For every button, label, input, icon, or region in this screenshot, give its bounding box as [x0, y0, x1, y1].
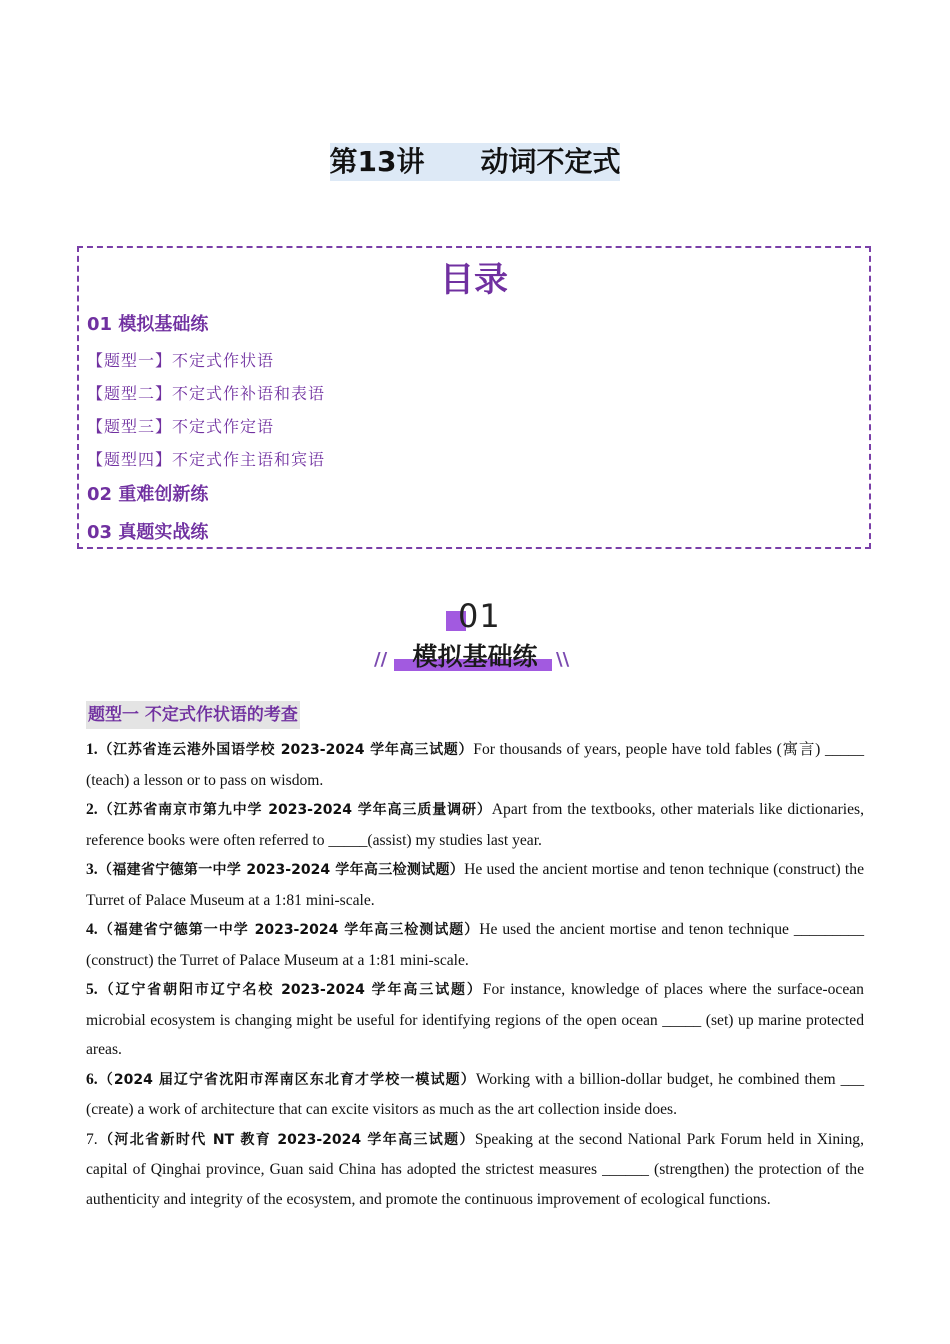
question-source: （福建省宁德第一中学 2023-2024 学年高三检测试题）	[97, 922, 480, 938]
question-number: 5.	[86, 981, 98, 998]
question-number: 1.	[86, 741, 98, 758]
question-item	[86, 1065, 864, 1125]
question-text: For instance, knowledge of places where the surface-ocean microbial ecosystem is changing might be useful for identifying regions of the open ocean _____ (set) up marine protected areas.	[86, 981, 864, 1058]
question-number: 2.	[86, 801, 98, 818]
banner-slash-right-icon: \\	[556, 649, 570, 670]
question-number: 3.	[86, 861, 98, 878]
banner-slash-left-icon: //	[374, 649, 388, 670]
banner-label: 模拟基础练	[412, 642, 538, 671]
question-item	[86, 975, 864, 1065]
question-item	[86, 795, 864, 855]
question-list	[86, 735, 864, 1214]
question-item	[86, 915, 864, 975]
toc-item-type-1[interactable]: 【题型一】不定式作状语	[87, 351, 275, 370]
question-text: He used the ancient mortise and tenon technique _________ (construct) the Turret of Palace Museum at a 1:81 mini-scale.	[86, 921, 864, 969]
toc-item-type-3[interactable]: 【题型三】不定式作定语	[87, 417, 275, 436]
question-item	[86, 1125, 864, 1215]
question-text: Working with a billion-dollar budget, he combined them ___ (create) a work of architecture that can excite visitors as much as the art collection inside does.	[86, 1070, 865, 1118]
banner-number: 01	[458, 597, 501, 635]
question-text: Speaking at the second National Park Forum held in Xining, capital of Qinghai province, Guan said China has adopted the strictest measures ______ (strengthen) the protection of the authenticity and integrity of the ecosystem, and promote the continuous improvement of ecological functions.	[86, 1130, 864, 1208]
question-source: （福建省宁德第一中学 2023-2024 学年高三检测试题）	[97, 862, 465, 878]
section-banner	[370, 597, 580, 677]
question-number: 4.	[86, 921, 98, 938]
question-source: （辽宁省朝阳市辽宁名校 2023-2024 学年高三试题）	[97, 982, 483, 998]
toc-section-1[interactable]: 01 模拟基础练	[87, 314, 209, 335]
toc-section-2[interactable]: 02 重难创新练	[87, 484, 209, 505]
toc-heading: 目录	[440, 260, 508, 300]
toc-item-type-2[interactable]: 【题型二】不定式作补语和表语	[87, 384, 326, 403]
question-source: （江苏省连云港外国语学校 2023-2024 学年高三试题）	[97, 742, 474, 758]
toc-item-type-4[interactable]: 【题型四】不定式作主语和宾语	[87, 450, 326, 469]
table-of-contents	[77, 246, 871, 549]
type-heading: 题型一 不定式作状语的考查	[86, 701, 300, 729]
question-source: （2024 届辽宁省沈阳市浑南区东北育才学校一模试题）	[97, 1071, 476, 1088]
question-text: For thousands of years, people have told fables (寓言) _____ (teach) a lesson or to pass on wisdom.	[86, 741, 864, 789]
question-source: （江苏省南京市第九中学 2023-2024 学年高三质量调研）	[97, 802, 492, 818]
question-text: He used the ancient mortise and tenon technique (construct) the Turret of Palace Museum at a 1:81 mini-scale.	[86, 861, 864, 909]
question-number: 7.	[86, 1130, 98, 1148]
question-number: 6.	[86, 1070, 98, 1088]
question-text: Apart from the textbooks, other materials like dictionaries, reference books were often referred to _____(assist) my studies last year.	[86, 801, 864, 849]
question-source: （河北省新时代 NT 教育 2023-2024 学年高三试题）	[97, 1131, 475, 1148]
toc-section-3[interactable]: 03 真题实战练	[87, 522, 209, 543]
question-item	[86, 735, 864, 795]
page-title: 第13讲 动词不定式	[330, 143, 620, 181]
question-item	[86, 855, 864, 915]
